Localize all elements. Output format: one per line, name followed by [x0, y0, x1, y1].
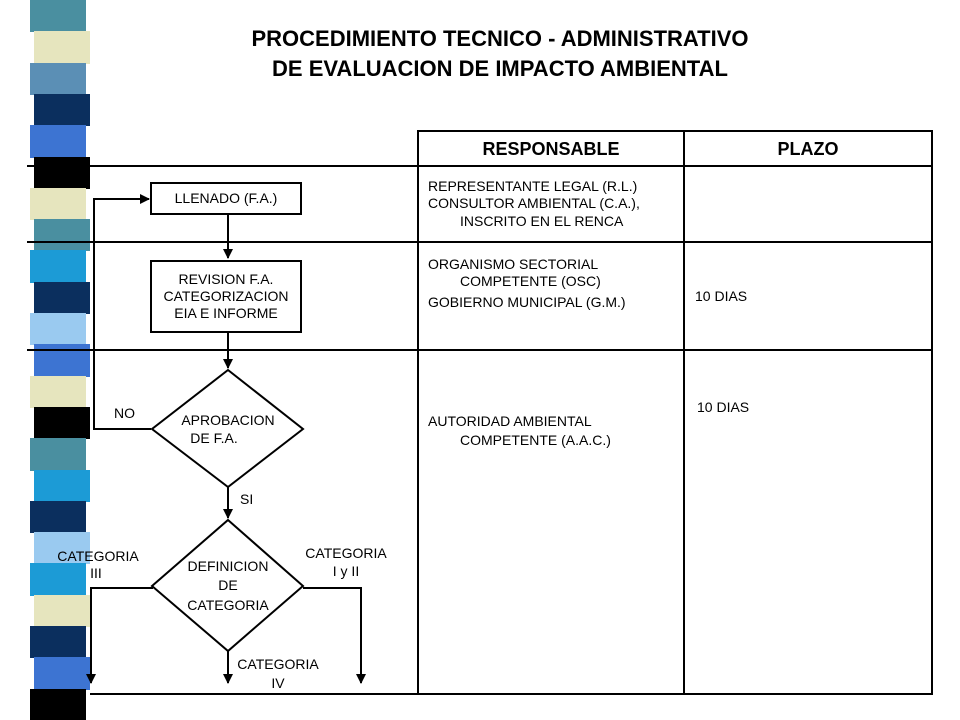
- arrow-to-cat-iii: [91, 588, 153, 683]
- cat-i-ii-line-2: I y II: [332, 563, 360, 579]
- revision-line-2: CATEGORIZACION: [163, 288, 289, 304]
- aprobacion-line-1: APROBACION: [181, 412, 275, 428]
- row1-responsable-line-1: REPRESENTANTE LEGAL (R.L.): [428, 178, 638, 194]
- row2-plazo: 10 DIAS: [695, 288, 748, 304]
- definicion-line-1: DEFINICION: [187, 558, 269, 574]
- revision-line-1: REVISION F.A.: [178, 271, 274, 287]
- header-responsable: RESPONSABLE: [482, 139, 620, 159]
- row1-responsable-line-3: INSCRITO EN EL RENCA: [460, 213, 624, 229]
- row2-responsable-line-2: COMPETENTE (OSC): [460, 273, 601, 289]
- revision-line-3: EIA E INFORME: [174, 305, 278, 321]
- cat-i-ii-line-1: CATEGORIA: [305, 545, 387, 561]
- llenado-label: LLENADO (F.A.): [174, 190, 278, 206]
- si-label: SI: [240, 491, 254, 507]
- cat-iv-line-2: IV: [271, 675, 285, 691]
- header-plazo: PLAZO: [777, 139, 839, 159]
- cat-iv-line-1: CATEGORIA: [237, 656, 319, 672]
- row2-responsable-line-1: ORGANISMO SECTORIAL: [428, 256, 599, 272]
- cat-iii-line-1: CATEGORIA: [57, 548, 139, 564]
- revision-box: [150, 260, 302, 333]
- page-title-line-2: DE EVALUACION DE IMPACTO AMBIENTAL: [272, 56, 728, 81]
- arrow-no-loop-back: [94, 199, 151, 429]
- aprobacion-diamond: [152, 370, 303, 487]
- row3-responsable-line-2: COMPETENTE (A.A.C.): [460, 432, 611, 448]
- page-title-line-1: PROCEDIMIENTO TECNICO - ADMINISTRATIVO: [251, 26, 749, 51]
- row1-responsable-line-2: CONSULTOR AMBIENTAL (C.A.),: [428, 195, 640, 211]
- definicion-line-3: CATEGORIA: [187, 597, 269, 613]
- aprobacion-line-2: DE F.A.: [190, 430, 238, 446]
- row2-responsable-line-3: GOBIERNO MUNICIPAL (G.M.): [428, 294, 626, 310]
- row3-responsable-line-1: AUTORIDAD AMBIENTAL: [428, 413, 592, 429]
- llenado-box: [150, 182, 302, 215]
- cat-iii-line-2: III: [90, 565, 102, 581]
- no-label: NO: [114, 405, 135, 421]
- row3-plazo: 10 DIAS: [697, 399, 750, 415]
- definicion-line-2: DE: [218, 577, 238, 593]
